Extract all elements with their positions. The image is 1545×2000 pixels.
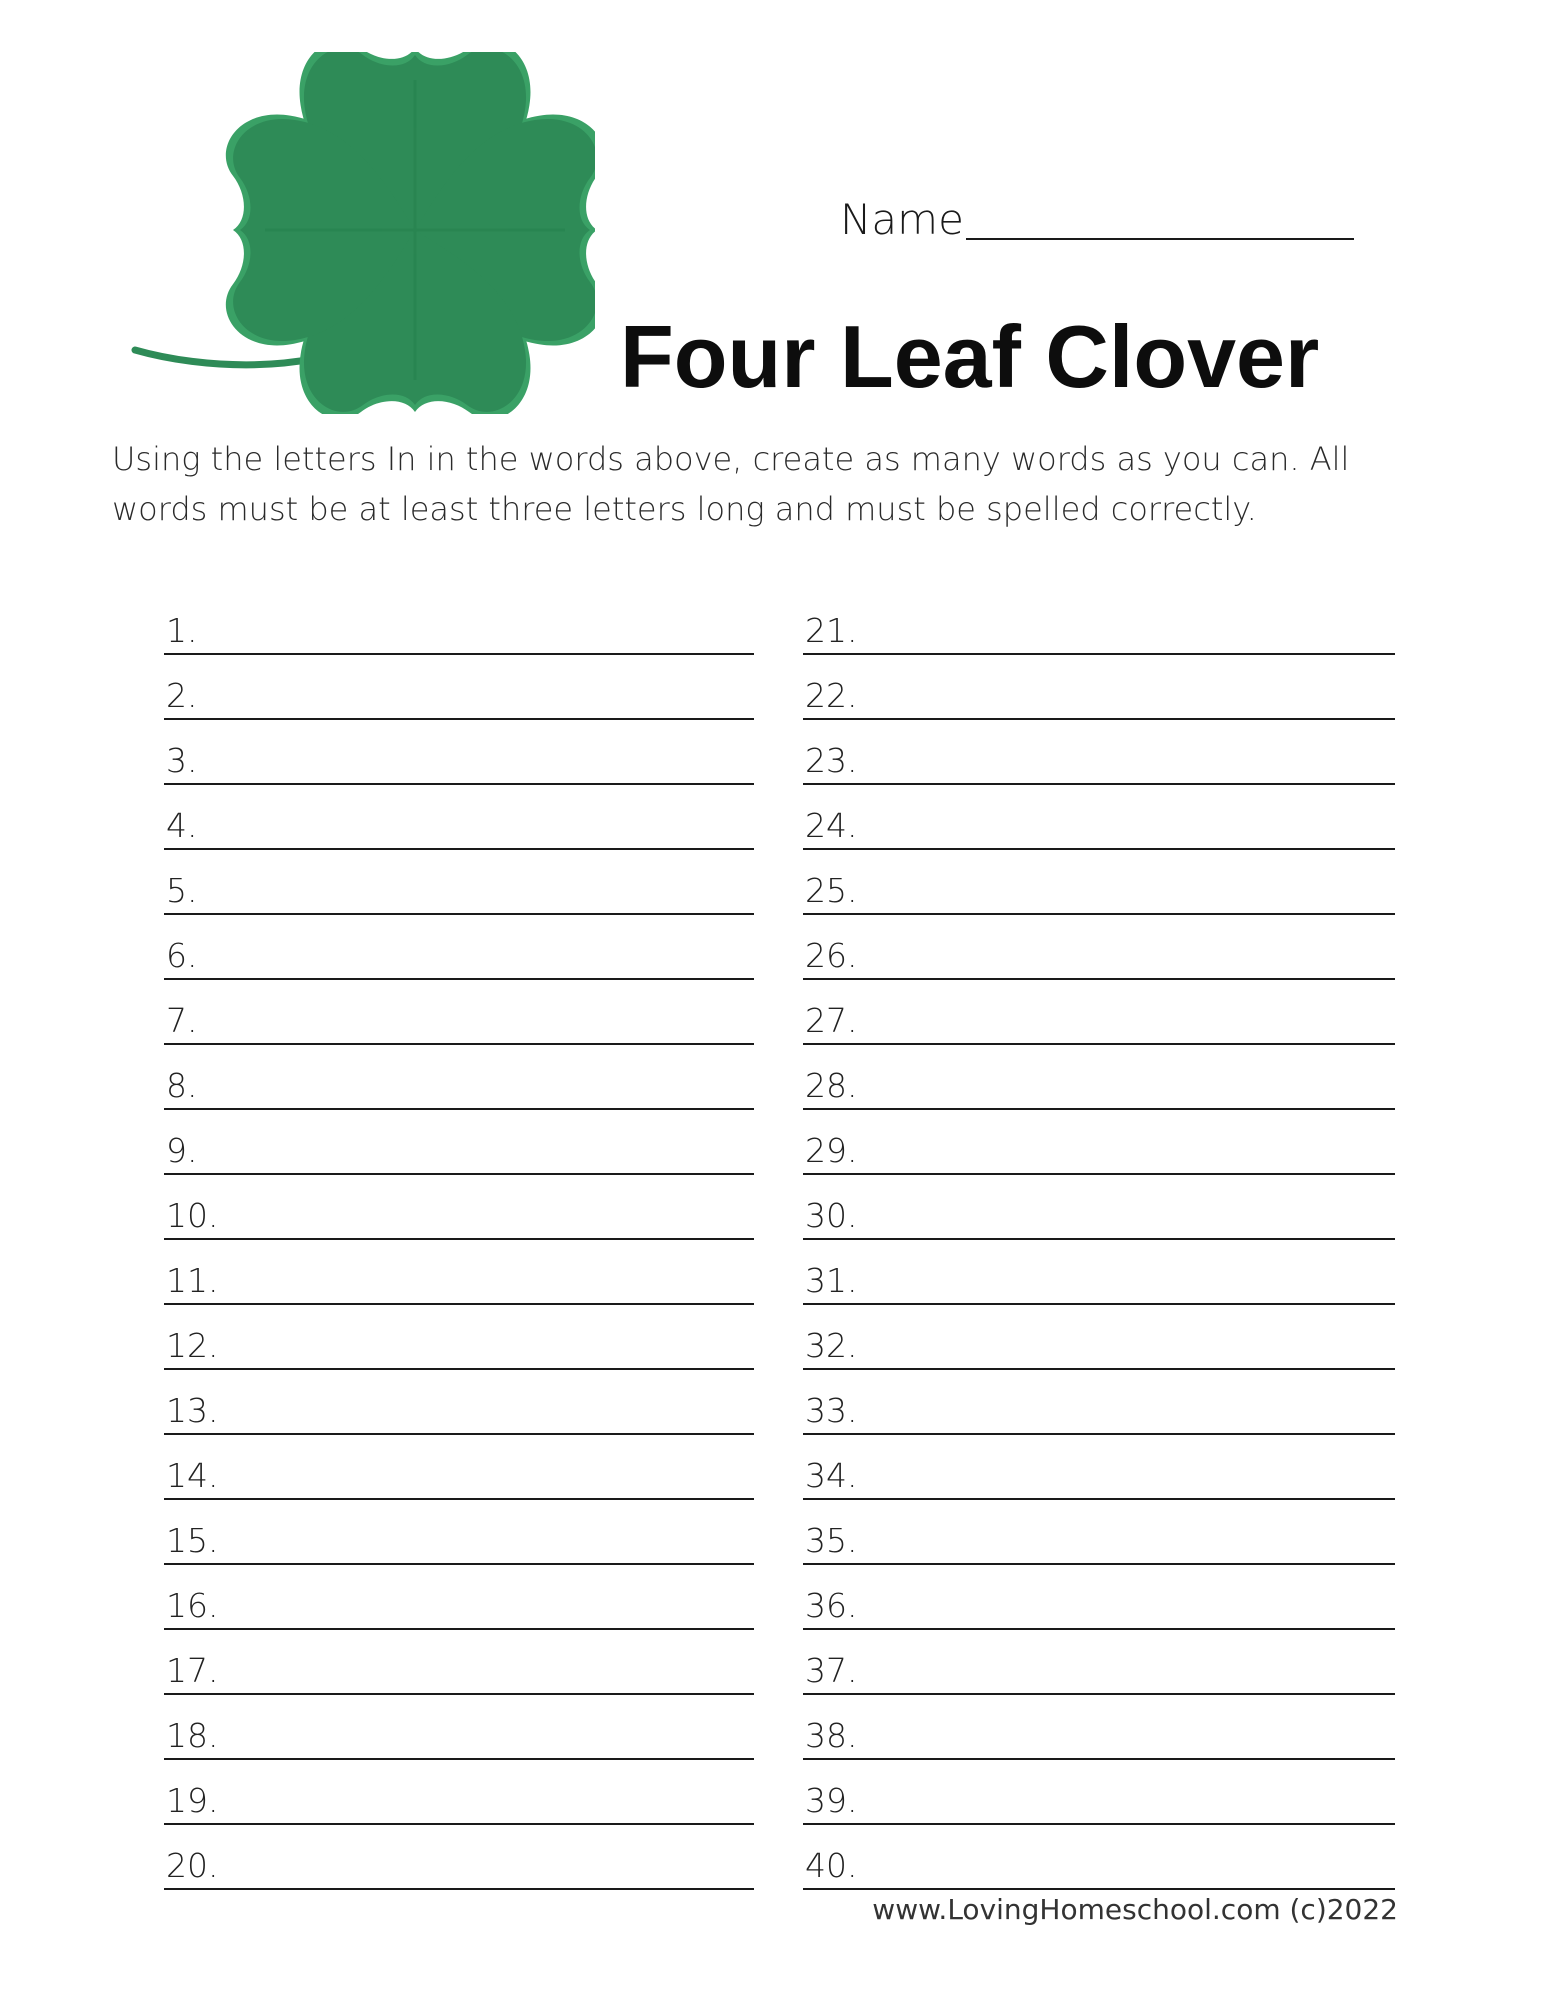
answer-column-left (164, 590, 754, 1890)
answer-line-number: 38. (805, 1716, 858, 1755)
answer-line[interactable] (164, 785, 754, 850)
answer-line-number: 13. (166, 1391, 219, 1430)
answer-line[interactable] (803, 1500, 1395, 1565)
answer-line-number: 5. (166, 871, 198, 910)
answer-line-number: 32. (805, 1326, 858, 1365)
answer-line[interactable] (803, 1175, 1395, 1240)
answer-line-number: 33. (805, 1391, 858, 1430)
answer-line-number: 34. (805, 1456, 858, 1495)
answer-line[interactable] (164, 915, 754, 980)
answer-line-number: 8. (166, 1066, 198, 1105)
answer-line[interactable] (803, 1565, 1395, 1630)
answer-line[interactable] (803, 1110, 1395, 1175)
answer-line[interactable] (164, 1435, 754, 1500)
answer-line-number: 15. (166, 1521, 219, 1560)
answer-line-number: 35. (805, 1521, 858, 1560)
answer-line[interactable] (164, 1110, 754, 1175)
answer-line-number: 19. (166, 1781, 219, 1820)
answer-line-number: 27. (805, 1001, 858, 1040)
answer-line[interactable] (803, 1240, 1395, 1305)
answer-line-number: 36. (805, 1586, 858, 1625)
answer-line-number: 18. (166, 1716, 219, 1755)
answer-line[interactable] (164, 1630, 754, 1695)
answer-line[interactable] (164, 1370, 754, 1435)
answer-line-number: 24. (805, 806, 858, 845)
answer-line[interactable] (803, 850, 1395, 915)
answer-line-number: 6. (166, 936, 198, 975)
answer-line[interactable] (803, 785, 1395, 850)
answer-line[interactable] (164, 1045, 754, 1110)
answer-line-number: 9. (166, 1131, 198, 1170)
answer-line-number: 3. (166, 741, 198, 780)
answer-line-number: 26. (805, 936, 858, 975)
answer-line-number: 10. (166, 1196, 219, 1235)
answer-line[interactable] (803, 590, 1395, 655)
name-field[interactable] (840, 194, 1354, 244)
answer-line-number: 21. (805, 611, 858, 650)
answer-line-number: 31. (805, 1261, 858, 1300)
answer-line[interactable] (803, 1045, 1395, 1110)
answer-line[interactable] (803, 655, 1395, 720)
answer-line[interactable] (803, 1435, 1395, 1500)
answer-line[interactable] (164, 1825, 754, 1890)
answer-line[interactable] (164, 655, 754, 720)
answer-line-number: 22. (805, 676, 858, 715)
answer-line-number: 25. (805, 871, 858, 910)
answer-line-number: 4. (166, 806, 198, 845)
page-title: Four Leaf Clover (620, 307, 1320, 406)
four-leaf-clover-icon (125, 52, 595, 414)
answer-line[interactable] (803, 915, 1395, 980)
answer-line[interactable] (803, 1695, 1395, 1760)
answer-line[interactable] (164, 850, 754, 915)
answer-line-number: 29. (805, 1131, 858, 1170)
answer-line[interactable] (164, 1500, 754, 1565)
answer-line-number: 17. (166, 1651, 219, 1690)
answer-line-number: 1. (166, 611, 198, 650)
answer-line-number: 14. (166, 1456, 219, 1495)
answer-line[interactable] (164, 980, 754, 1045)
answer-line[interactable] (803, 720, 1395, 785)
answer-line[interactable] (164, 1565, 754, 1630)
answer-line-number: 40. (805, 1846, 858, 1885)
answer-line-number: 2. (166, 676, 198, 715)
answer-line-number: 30. (805, 1196, 858, 1235)
name-blank-line[interactable] (966, 194, 1354, 240)
answer-line[interactable] (164, 590, 754, 655)
answer-line[interactable] (164, 720, 754, 785)
answer-line-number: 23. (805, 741, 858, 780)
answer-line[interactable] (164, 1305, 754, 1370)
answer-line-number: 28. (805, 1066, 858, 1105)
answer-line-number: 37. (805, 1651, 858, 1690)
answer-line[interactable] (164, 1695, 754, 1760)
answer-line-number: 20. (166, 1846, 219, 1885)
answer-line[interactable] (803, 1305, 1395, 1370)
answer-line[interactable] (164, 1175, 754, 1240)
answer-line[interactable] (803, 1825, 1395, 1890)
answer-line[interactable] (803, 1760, 1395, 1825)
answer-column-right (803, 590, 1395, 1890)
answer-line[interactable] (803, 1630, 1395, 1695)
answer-line-number: 11. (166, 1261, 219, 1300)
answer-line[interactable] (803, 980, 1395, 1045)
answer-line[interactable] (164, 1760, 754, 1825)
answer-line-number: 16. (166, 1586, 219, 1625)
footer-copyright: www.LovingHomeschool.com (c)2022 (872, 1893, 1398, 1926)
instructions-text: Using the letters In in the words above, create as many words as you can. All words must be at least three letters long and must be spelled correctly. (112, 440, 1350, 528)
answer-line[interactable] (803, 1370, 1395, 1435)
answer-line-number: 39. (805, 1781, 858, 1820)
answer-line[interactable] (164, 1240, 754, 1305)
answer-line-number: 7. (166, 1001, 198, 1040)
answer-line-number: 12. (166, 1326, 219, 1365)
name-label: Name (840, 195, 964, 244)
